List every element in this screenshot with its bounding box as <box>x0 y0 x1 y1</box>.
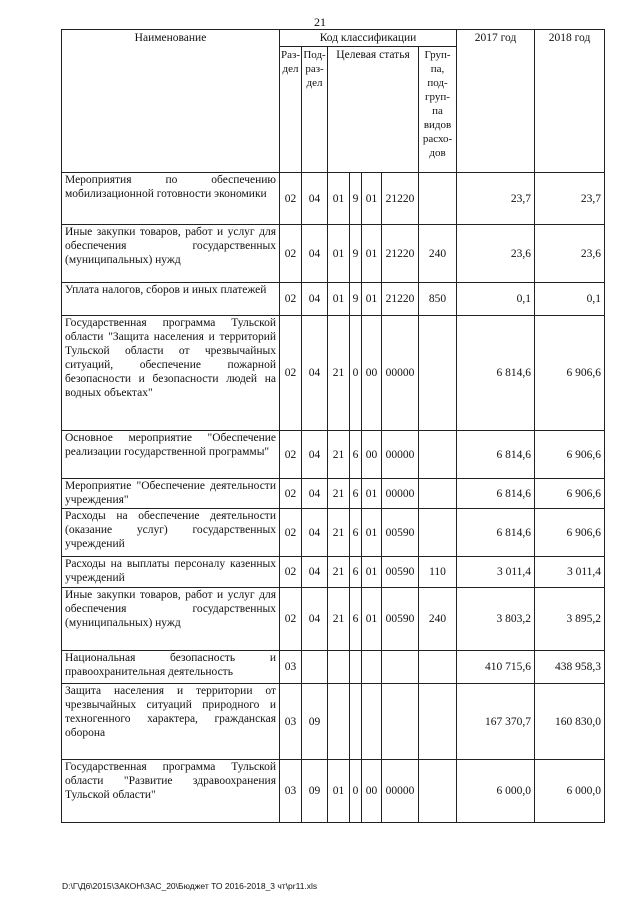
expense-type-code: 240 <box>419 225 457 283</box>
amount-2018: 3 895,2 <box>535 588 605 651</box>
expense-type-code <box>419 684 457 760</box>
row-name: Мероприятия по обеспечению мобилизационной готовности экономики <box>62 173 280 225</box>
event-code: 01 <box>362 588 382 651</box>
amount-2018: 6 906,6 <box>535 479 605 509</box>
expense-type-code <box>419 316 457 431</box>
program-code: 01 <box>328 283 350 316</box>
direction-code: 00000 <box>382 479 419 509</box>
header-section: Раз-дел <box>280 47 302 173</box>
row-name: Расходы на выплаты персоналу казенных учреждений <box>62 557 280 588</box>
section-code: 02 <box>280 283 302 316</box>
program-code: 21 <box>328 509 350 557</box>
header-target-item: Целевая статья <box>328 47 419 173</box>
amount-2018: 3 011,4 <box>535 557 605 588</box>
table-row <box>62 651 605 684</box>
expense-type-code: 850 <box>419 283 457 316</box>
section-code: 02 <box>280 225 302 283</box>
program-code: 21 <box>328 479 350 509</box>
subsection-code: 04 <box>302 588 328 651</box>
section-code: 03 <box>280 684 302 760</box>
section-code: 02 <box>280 316 302 431</box>
row-name: Мероприятие "Обеспечение деятельности учреждения" <box>62 479 280 509</box>
section-code: 02 <box>280 557 302 588</box>
subprogram-code: 6 <box>350 431 362 479</box>
header-name: Наименование <box>62 30 280 173</box>
event-code: 01 <box>362 479 382 509</box>
table-row <box>62 557 605 588</box>
expense-type-code <box>419 651 457 684</box>
direction-code: 21220 <box>382 283 419 316</box>
row-name: Уплата налогов, сборов и иных платежей <box>62 283 280 316</box>
direction-code: 21220 <box>382 225 419 283</box>
subsection-code: 04 <box>302 225 328 283</box>
event-code: 01 <box>362 509 382 557</box>
table-row <box>62 431 605 479</box>
event-code: 01 <box>362 283 382 316</box>
subsection-code: 04 <box>302 479 328 509</box>
amount-2017: 6 814,6 <box>457 509 535 557</box>
amount-2017: 6 000,0 <box>457 760 535 823</box>
row-name: Иные закупки товаров, работ и услуг для обеспечения государственных (муниципальных) нужд <box>62 225 280 283</box>
direction-code <box>382 651 419 684</box>
section-code: 02 <box>280 588 302 651</box>
expense-type-code: 240 <box>419 588 457 651</box>
event-code: 01 <box>362 225 382 283</box>
program-code: 01 <box>328 760 350 823</box>
table-row <box>62 509 605 557</box>
event-code: 00 <box>362 760 382 823</box>
program-code: 01 <box>328 225 350 283</box>
subprogram-code: 6 <box>350 588 362 651</box>
header-2018: 2018 год <box>535 30 605 173</box>
subsection-code: 04 <box>302 283 328 316</box>
event-code: 01 <box>362 557 382 588</box>
event-code: 01 <box>362 173 382 225</box>
budget-table <box>61 29 605 823</box>
subsection-code <box>302 651 328 684</box>
table-row <box>62 173 605 225</box>
direction-code <box>382 684 419 760</box>
section-code: 02 <box>280 173 302 225</box>
amount-2017: 6 814,6 <box>457 316 535 431</box>
subsection-code: 04 <box>302 509 328 557</box>
table-row <box>62 283 605 316</box>
header-2017: 2017 год <box>457 30 535 173</box>
subsection-code: 04 <box>302 431 328 479</box>
header-subsection: Под-раз-дел <box>302 47 328 173</box>
header-classification: Код классификации <box>280 30 457 47</box>
subprogram-code: 9 <box>350 225 362 283</box>
expense-type-code <box>419 760 457 823</box>
amount-2018: 6 000,0 <box>535 760 605 823</box>
subprogram-code: 6 <box>350 479 362 509</box>
row-name: Расходы на обеспечение деятельности (оказание услуг) государственных учреждений <box>62 509 280 557</box>
subprogram-code: 9 <box>350 173 362 225</box>
direction-code: 00000 <box>382 431 419 479</box>
amount-2018: 6 906,6 <box>535 431 605 479</box>
event-code <box>362 651 382 684</box>
expense-type-code <box>419 173 457 225</box>
program-code: 21 <box>328 557 350 588</box>
direction-code: 00000 <box>382 316 419 431</box>
subsection-code: 09 <box>302 760 328 823</box>
table-row <box>62 316 605 431</box>
amount-2018: 6 906,6 <box>535 509 605 557</box>
subprogram-code: 6 <box>350 557 362 588</box>
program-code: 21 <box>328 588 350 651</box>
expense-type-code <box>419 479 457 509</box>
subprogram-code <box>350 651 362 684</box>
row-name: Защита населения и территории от чрезвычайных ситуаций природного и техногенного характера, гражданская оборона <box>62 684 280 760</box>
table-row <box>62 684 605 760</box>
section-code: 02 <box>280 479 302 509</box>
subsection-code: 09 <box>302 684 328 760</box>
subprogram-code: 6 <box>350 509 362 557</box>
table-row <box>62 225 605 283</box>
program-code: 01 <box>328 173 350 225</box>
row-name: Государственная программа Тульской области "Защита населения и территорий Тульской области от чрезвычайных ситуаций, обеспечение пожарной безопасности и безопасности людей на водных объектах" <box>62 316 280 431</box>
program-code <box>328 651 350 684</box>
direction-code: 21220 <box>382 173 419 225</box>
row-name: Национальная безопасность и правоохранительная деятельность <box>62 651 280 684</box>
amount-2018: 6 906,6 <box>535 316 605 431</box>
header-expense-group: Груп-па, под-груп-па видов расхо-дов <box>419 47 457 173</box>
event-code: 00 <box>362 431 382 479</box>
direction-code: 00590 <box>382 509 419 557</box>
amount-2018: 438 958,3 <box>535 651 605 684</box>
amount-2017: 3 011,4 <box>457 557 535 588</box>
amount-2017: 410 715,6 <box>457 651 535 684</box>
table-row <box>62 479 605 509</box>
subsection-code: 04 <box>302 173 328 225</box>
row-name: Государственная программа Тульской области "Развитие здравоохранения Тульской области" <box>62 760 280 823</box>
program-code: 21 <box>328 431 350 479</box>
amount-2017: 3 803,2 <box>457 588 535 651</box>
row-name: Основное мероприятие "Обеспечение реализации государственной программы" <box>62 431 280 479</box>
subprogram-code: 0 <box>350 316 362 431</box>
subprogram-code: 9 <box>350 283 362 316</box>
amount-2017: 0,1 <box>457 283 535 316</box>
section-code: 03 <box>280 760 302 823</box>
expense-type-code <box>419 431 457 479</box>
table-row <box>62 588 605 651</box>
event-code: 00 <box>362 316 382 431</box>
row-name: Иные закупки товаров, работ и услуг для обеспечения государственных (муниципальных) нужд <box>62 588 280 651</box>
amount-2017: 167 370,7 <box>457 684 535 760</box>
direction-code: 00000 <box>382 760 419 823</box>
amount-2017: 23,6 <box>457 225 535 283</box>
section-code: 02 <box>280 509 302 557</box>
program-code <box>328 684 350 760</box>
section-code: 02 <box>280 431 302 479</box>
event-code <box>362 684 382 760</box>
direction-code: 00590 <box>382 588 419 651</box>
program-code: 21 <box>328 316 350 431</box>
amount-2018: 23,6 <box>535 225 605 283</box>
direction-code: 00590 <box>382 557 419 588</box>
amount-2017: 23,7 <box>457 173 535 225</box>
file-path-footer: D:\Г\Д6\2015\ЗАКОН\ЗАС_20\Бюджет ТО 2016-2018_3 чт\pr11.xls <box>62 881 318 891</box>
subprogram-code: 0 <box>350 760 362 823</box>
table-row <box>62 760 605 823</box>
amount-2018: 0,1 <box>535 283 605 316</box>
amount-2017: 6 814,6 <box>457 431 535 479</box>
page-number: 21 <box>314 15 326 29</box>
section-code: 03 <box>280 651 302 684</box>
amount-2018: 160 830,0 <box>535 684 605 760</box>
amount-2017: 6 814,6 <box>457 479 535 509</box>
subprogram-code <box>350 684 362 760</box>
expense-type-code <box>419 509 457 557</box>
subsection-code: 04 <box>302 557 328 588</box>
amount-2018: 23,7 <box>535 173 605 225</box>
subsection-code: 04 <box>302 316 328 431</box>
expense-type-code: 110 <box>419 557 457 588</box>
table-body <box>62 173 605 823</box>
